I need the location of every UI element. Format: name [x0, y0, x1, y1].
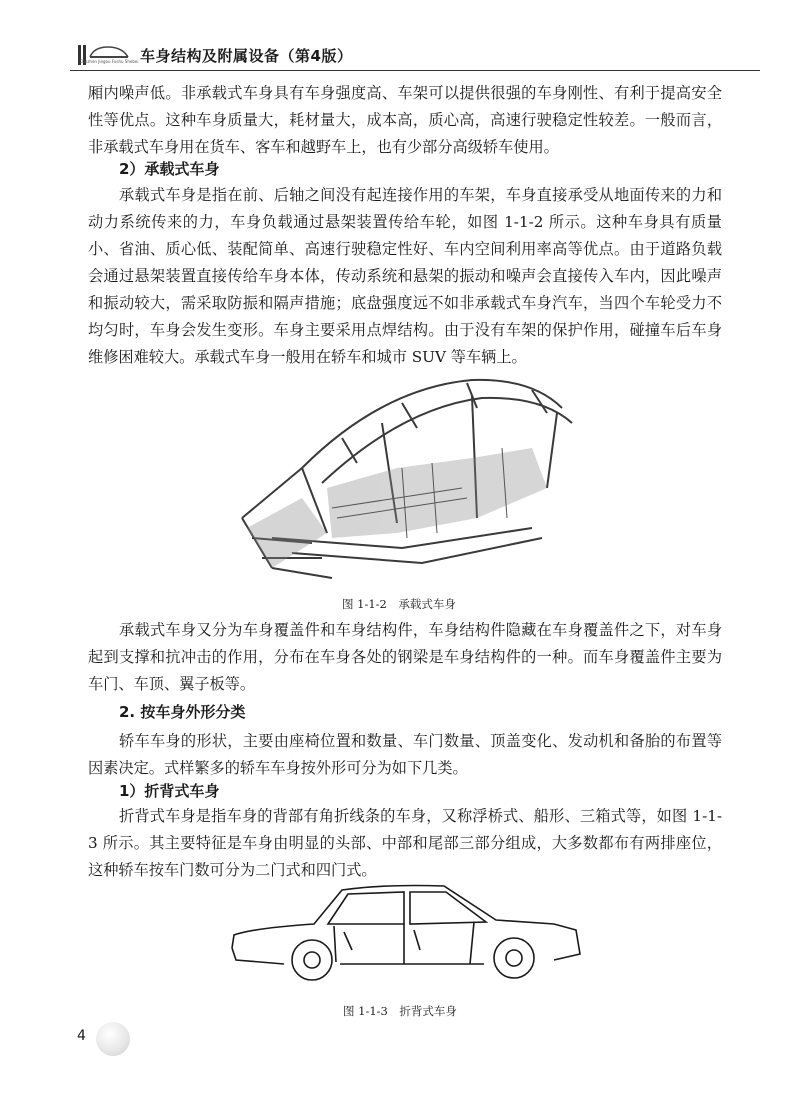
- notchback-car-figure: [224, 880, 588, 992]
- page-number: 4: [77, 1028, 86, 1044]
- paragraph-notchback: 折背式车身是指车身的背部有角折线条的车身，又称浮桥式、船形、三箱式等，如图 1-1-3 所示。其主要特征是车身由明显的头部、中部和尾部三部分组成，大多数都布有两排座位，这种轿车按车门数可分为二门式和四门式。: [88, 807, 722, 879]
- header-divider: [70, 70, 760, 71]
- page-number-decoration: [96, 1022, 130, 1056]
- section-heading-shape-classification: 2. 按车身外形分类: [119, 703, 246, 721]
- figure-caption-1-1-2: 图 1-1-2 承载式车身: [342, 597, 456, 611]
- paragraph-unibody: 承载式车身是指在前、后轴之间没有起连接作用的车架，车身直接承受从地面传来的力和动力系统传来的力，车身负载通过悬架装置传给车轮，如图 1-1-2 所示。这种车身具有质量小、省油、质心低、装配简单、高速行驶稳定性好、车内空间利用率高等优点。由于道路负载会通过悬架装置直接传给车身本体，传动系统和悬架的振动和噪声会直接传入车内，因此噪声和振动较大，需采取防振和隔声措施；底盘强度远不如非承载式车身汽车，当四个车轮受力不均匀时，车身会发生变形。车身主要采用点焊结构。由于没有车架的保护作用，碰撞车后车身维修困难较大。承载式车身一般用在轿车和城市 SUV 等车辆上。: [88, 186, 722, 366]
- svg-text:Chezhen Jiegou Fushu Shebei: Chezhen Jiegou Fushu Shebei: [79, 59, 139, 64]
- subheading-unibody: 2）承载式车身: [119, 160, 220, 178]
- figure-caption-1-1-3: 图 1-1-3 折背式车身: [343, 1004, 457, 1018]
- book-logo-icon: [78, 43, 139, 67]
- paragraph-unibody-types: 承载式车身又分为车身覆盖件和车身结构件，车身结构件隐藏在车身覆盖件之下，对车身起到支撑和抗冲击的作用，分布在车身各处的钢梁是车身结构件的一种。而车身覆盖件主要为车门、车顶、翼子板等。: [88, 621, 722, 693]
- subheading-notchback: 1）折背式车身: [119, 782, 220, 800]
- paragraph-non-unibody-end: 厢内噪声低。非承载式车身具有车身强度高、车架可以提供很强的车身刚性、有利于提高安全性等优点。这种车身质量大，耗材量大，成本高，质心高，高速行驶稳定性较差。一般而言，非承载式车身用在货车、客车和越野车上，也有少部分高级轿车使用。: [88, 84, 722, 156]
- paragraph-car-shape: 轿车车身的形状，主要由座椅位置和数量、车门数量、顶盖变化、发动机和备胎的布置等因素决定。式样繁多的轿车车身按外形可分为如下几类。: [88, 732, 722, 777]
- book-title: 车身结构及附属设备（第4版）: [140, 47, 353, 65]
- unibody-frame-figure: [232, 368, 580, 586]
- running-header: [70, 41, 760, 71]
